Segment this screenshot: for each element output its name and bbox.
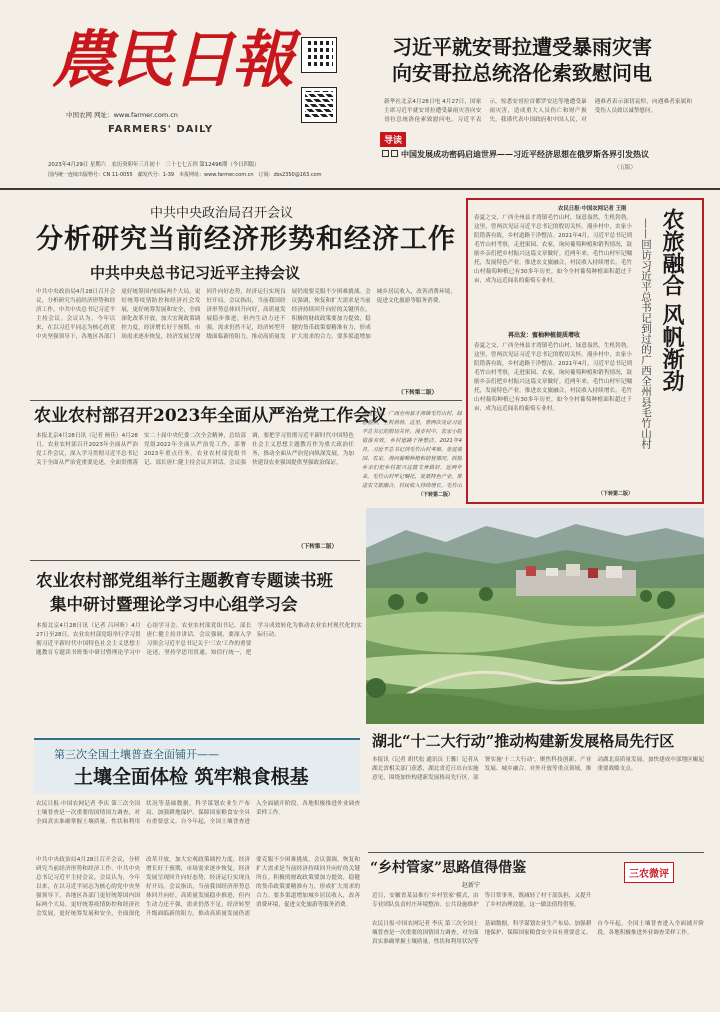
masthead-english: FARMERS' DAILY (108, 124, 214, 135)
village-photo-svg (366, 508, 704, 724)
politburo-jump: （下转第二版） (398, 390, 438, 396)
feature-box (466, 198, 704, 504)
column-logo-text: 三农微评 (629, 869, 669, 880)
study-headline-1: 农业农村部党组举行主题教育专题读书班 (36, 571, 333, 590)
guide-note: （五版） (614, 165, 637, 171)
masthead-site: 中国农网 网址：www.farmer.com.cn (66, 111, 178, 119)
column-headline: “乡村管家”思路值得借鉴 (370, 860, 527, 876)
politburo-body: 中共中央政治局4月28日召开会议，分析研究当前经济形势和经济工作。中共中央总书记习近平主持会议。会议认为，今年以来，在以习近平同志为核心的党中央坚强领导下，各地区各部门更好统筹国内国际两个大局，更好统筹疫情防控和经济社会发展，更好统筹发展和安全，全面深化改革开放，加大宏观政策调控力度，经济增长好于预期，市场需求逐步恢复，经济发展呈现回升向好态势，经济运行实现良好开局。会议指出，当前我国经济形势总体回升向好，高质量发展稳步推进，但内生动力还不强，需求仍然不足，经济转型升级面临新的阻力，推动高质量发展仍需要克服不少困难挑战。会议强调，恢复和扩大需求是当前经济持续回升向好的关键所在。积极的财政政策要加力提效，稳健的货币政策要精准有力，形成扩大需求的合力。要多渠道增加城乡居民收入，改善消费环境，促进文化旅游等服务消费。 (36, 289, 456, 340)
divider-3 (368, 852, 704, 853)
feature-dateline: 农民日报·中国农网记者 王刚 (558, 206, 627, 212)
column-body-2: 农民日报·中国农网记者 李庆 第三次全国土壤普查是一次重要的国情国力调查，对全面真实准确掌握土壤质量、性状和利用状况等基础数据，科学谋划农业生产布局、加强耕地保护、保障国家粮食安全具有重要意义。自今年起，全国土壤普查进入全面铺开阶段，各地积极推进外业调查采样工作。 (372, 921, 704, 945)
side-brief-jump: （下转第二版） (418, 492, 454, 498)
politburo-kicker: 中共中央政治局召开会议 (150, 206, 294, 221)
feature-section: 再出发：蜜柚种植提质增收 (508, 332, 581, 339)
politburo-subhead: 中共中央总书记习近平主持会议 (90, 264, 301, 282)
guide-item[interactable] (382, 149, 649, 160)
qr-code-1 (302, 38, 336, 72)
top-story-headline-2: 向安哥拉总统洛伦索致慰问电 (392, 61, 652, 85)
study-body: 本报北京4月28日讯（记者 吕珂昕）4月27日至28日，农业农村部党组举行学习贯彻习近平新时代中国特色社会主义思想主题教育专题读书班集中研讨暨理论学习中心组学习会。农业农村部党组书记、部长唐仁健主持并讲话。会议强调，要深入学习领会习近平总书记关于'三农'工作的重要论述，坚持学思用贯通、知信行统一，把学习成效转化为推动农业农村现代化的实际行动。 (36, 623, 362, 656)
top-story-body: 新华社北京4月28日电 4月27日，国家主席习近平就安哥拉遭受暴雨灾害向安哥拉总统洛伦索致慰问电。习近平表示，惊悉安哥拉首都罗安达等地遭受暴雨灾害，造成重大人员伤亡和财产损失。我谨代表中国政府和中国人民，对遇难者表示深切哀悼，向遇难者家属和受伤人员致以诚挚慰问。 (384, 99, 692, 123)
guide-box (374, 128, 700, 176)
village-photo (366, 508, 704, 724)
feature-jump: （下转第二版） (598, 491, 634, 497)
discipline-body: 本报北京4月28日讯（记者 杨佳）4月28日，农业农村部召开2023年全面从严治党工作会议，深入学习贯彻习近平总书记关于全面从严治党重要论述，全面贯彻落实二十届中央纪委二次全会精神，总结部党组2022年全面从严治党工作，部署2023年重点任务。农业农村部党组书记、部长唐仁健主持会议并讲话。会议强调，要把学习贯彻习近平新时代中国特色社会主义思想主题教育作为重大政治任务，推动全面从严治党向纵深发展，为加快建设农业强国提供坚强政治保证。 (36, 433, 354, 466)
study-headline-2: 集中研讨暨理论学习中心组学习会 (50, 595, 298, 614)
guide-label-text: 导读 (384, 136, 403, 146)
discipline-headline: 农业农村部召开2023年全面从严治党工作会议 (34, 406, 388, 426)
guide-box-icon-2 (391, 150, 398, 157)
date-line: 2023年4月29日 星期六 农历癸卯年三月初十 三十七七五四 第12496期（今日四版） (48, 162, 260, 168)
masthead-title: 農民日報 (52, 23, 293, 96)
feature-title: 农旅融合 风帆渐劲 (659, 208, 685, 392)
feature-subtitle: ——回访习近平总书记到过的广西全州县毛竹山村 (640, 218, 652, 449)
guide-box-icon (382, 150, 389, 157)
column-body: 近日，安徽省某县推行'乡村管家'模式，由专业团队负责村庄环境整治、公共设施维护等日常事务，既减轻了村干部负担，又提升了乡村治理效能。这一做法值得借鉴。 (372, 893, 592, 908)
top-story-headline-1: 习近平就安哥拉遭受暴雨灾害 (392, 35, 652, 59)
feature-body-2: 春夏之交，广西全州县才湾镇毛竹山村，绿意盎然，生机勃勃。这里，曾两次见证习近平总书记的殷切关怀。漫步村中，农家小院错落有致，乡村道路干净整洁。2021年4月，习近平总书记到毛竹山村考察，走进果园、农家，询问葡萄种植和销售情况，鼓励乡亲们把乡村振兴这篇文章做好。近两年来，毛竹山村牢记嘱托，发展特色产业，推进农文旅融合，村民收入持续增长。毛竹山村葡萄种植已有30多年历史，如今全村葡萄种植面积超过千亩，成为远近闻名的葡萄专业村。 (474, 343, 632, 412)
guide-label (380, 132, 406, 147)
soil-body-2: 中共中央政治局4月28日召开会议，分析研究当前经济形势和经济工作。中共中央总书记习近平主持会议。会议认为，今年以来，在以习近平同志为核心的党中央坚强领导下，各地区各部门更好统筹国内国际两个大局，更好统筹疫情防控和经济社会发展，更好统筹发展和安全，全面深化改革开放，加大宏观政策调控力度，经济增长好于预期，市场需求逐步恢复，经济发展呈现回升向好态势，经济运行实现良好开局。会议指出，当前我国经济形势总体回升向好，高质量发展稳步推进，但内生动力还不强，需求仍然不足，经济转型升级面临新的阻力，推动高质量发展仍需要克服不少困难挑战。会议强调，恢复和扩大需求是当前经济持续回升向好的关键所在。积极的财政政策要加力提效，稳健的货币政策要精准有力，形成扩大需求的合力。要多渠道增加城乡居民收入，改善消费环境，促进文化旅游等服务消费。 (36, 857, 360, 917)
column-logo (624, 862, 674, 883)
feature-body: 春夏之交，广西全州县才湾镇毛竹山村，绿意盎然，生机勃勃。这里，曾两次见证习近平总书记的殷切关怀。漫步村中，农家小院错落有致，乡村道路干净整洁。2021年4月，习近平总书记到毛竹山村考察，走进果园、农家，询问葡萄种植和销售情况，鼓励乡亲们把乡村振兴这篇文章做好。近两年来，毛竹山村牢记嘱托，发展特色产业，推进农文旅融合，村民收入持续增长。毛竹山村葡萄种植已有30多年历史，如今全村葡萄种植面积超过千亩，成为远近闻名的葡萄专业村。 (474, 215, 632, 284)
politburo-headline: 分析研究当前经济形势和经济工作 (36, 224, 456, 255)
soil-box (34, 738, 360, 794)
column-author: 赵新宁 (462, 882, 481, 889)
soil-body: 农民日报·中国农网记者 李庆 第三次全国土壤普查是一次重要的国情国力调查，对全面真实准确掌握土壤质量、性状和利用状况等基础数据，科学谋划农业生产布局、加强耕地保护、保障国家粮食安全具有重要意义。自今年起，全国土壤普查进入全面铺开阶段，各地积极推进外业调查采样工作。 (36, 801, 360, 825)
soil-kicker: 第三次全国土壤普查全面铺开—— (54, 748, 219, 761)
hubei-headline: 湖北“十二大行动”推动构建新发展格局先行区 (372, 732, 675, 750)
masthead-rule (0, 188, 720, 190)
guide-item-text: 中国发展成功密码启迪世界——习近平经济思想在俄罗斯各界引发热议 (401, 149, 649, 159)
masthead (0, 0, 720, 186)
divider-1 (30, 400, 462, 401)
qr-code-2 (302, 88, 336, 122)
hubei-body: 本报讯（记者 胡代松 通讯员 王馨）记者从湖北省相关部门获悉，湖北省近日出台实施意见，围绕加快构建新发展格局先行区，部署实施'十二大行动'，聚焦科技创新、产业发展、城乡融合、对外开放等重点领域，推动湖北高质量发展，加快建成中部地区崛起重要战略支点。 (372, 757, 704, 781)
discipline-jump: （下转第二版） (298, 544, 338, 550)
side-brief: 春夏之交，广西全州县才湾镇毛竹山村，绿意盎然，生机勃勃。这里，曾两次见证习近平总书记的殷切关怀。漫步村中，农家小院错落有致，乡村道路干净整洁。2021年4月，习近平总书记到毛竹山村考察，走进果园、农家，询问葡萄种植和销售情况，鼓励乡亲们把乡村振兴这篇文章做好。近两年来，毛竹山村牢记嘱托，发展特色产业，推进农文旅融合，村民收入持续增长。毛竹山 (362, 411, 462, 489)
divider-2 (30, 560, 360, 561)
cn-line: 国内统一连续出版物号：CN 11-0055 邮发代号：1-39 本报网址：www.farmer.com.cn 订阅：zbs2350@163.com (48, 172, 322, 178)
soil-headline: 土壤全面体检 筑牢粮食根基 (74, 766, 309, 788)
